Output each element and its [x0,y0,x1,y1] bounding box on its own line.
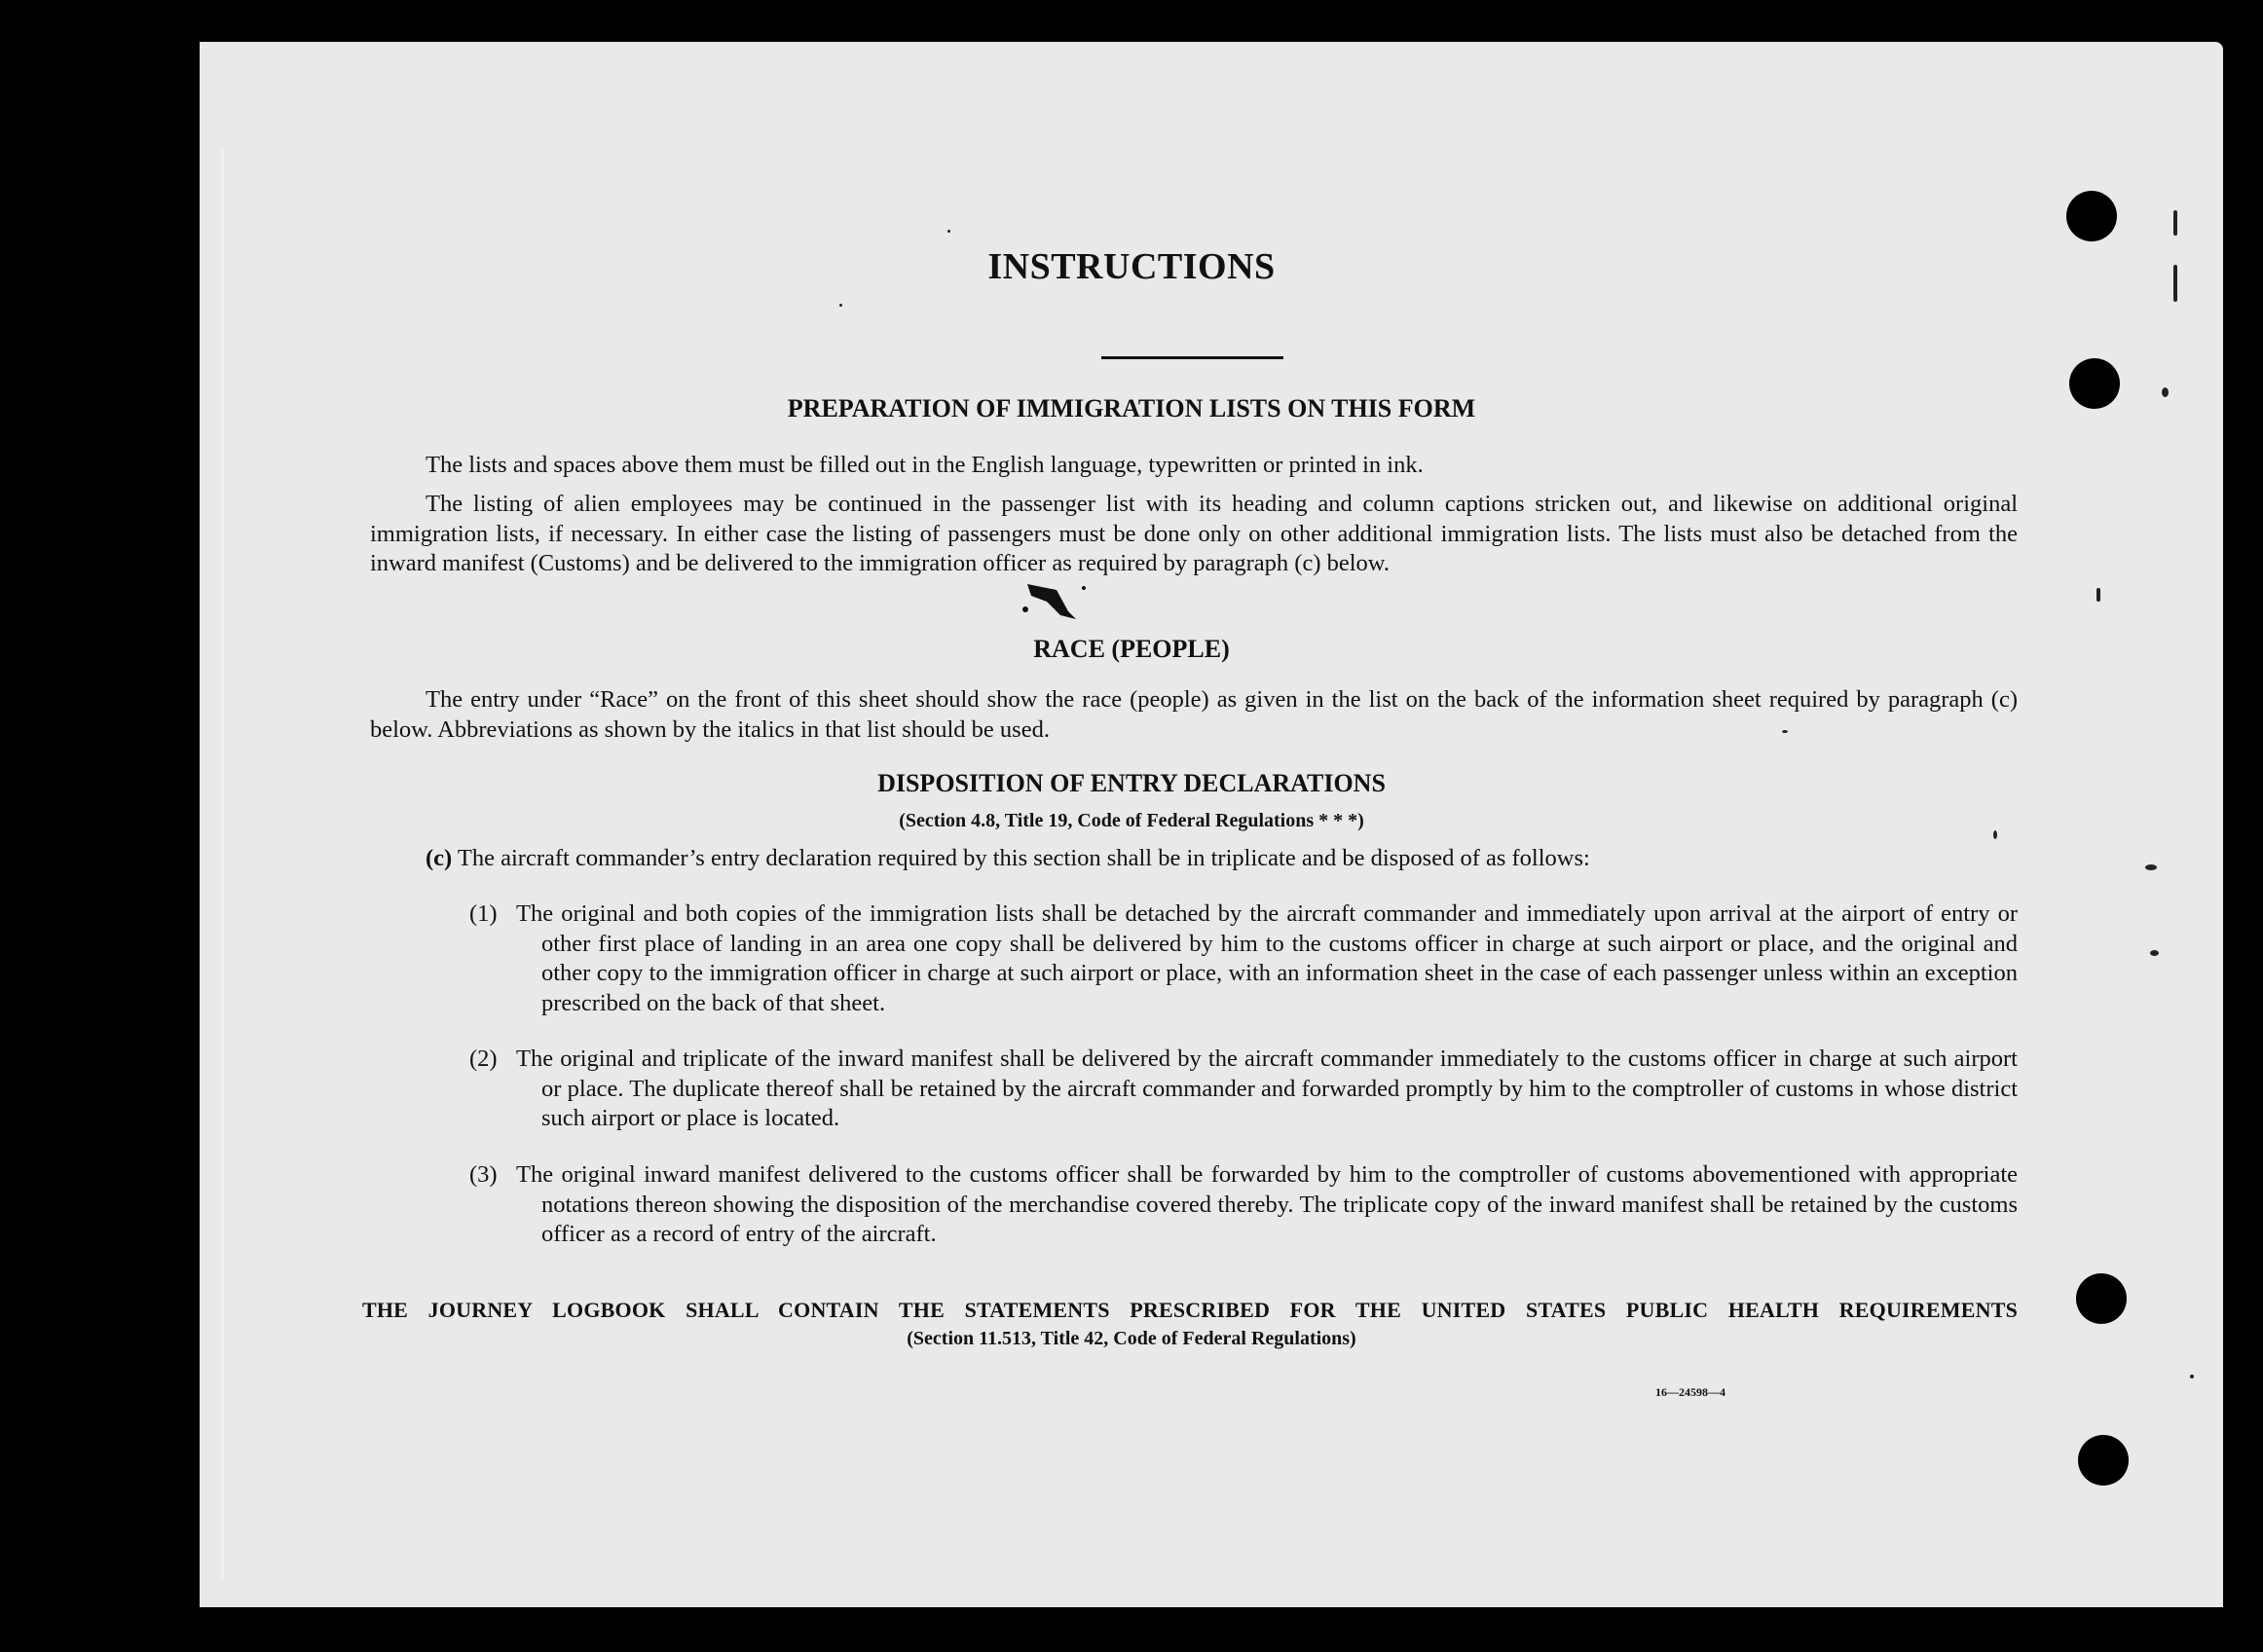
list-item-text: The original and triplicate of the inward manifest shall be delivered by the aircraft commander immediately to the customs officer in charge at such airport or place. The duplicate thereof shall be retained by the aircraft commander and forwarded promptly by him to the comptroller of customs in whose district such airport or place is located. [516,1046,2018,1131]
scan-speck [2150,950,2159,956]
list-item-number: (3) [469,1161,498,1188]
list-item [469,899,2018,1018]
disposition-reference: (Section 4.8, Title 19, Code of Federal Regulations * * *) [899,810,1364,831]
scan-speck [2173,210,2177,236]
section-heading-disposition: DISPOSITION OF ENTRY DECLARATIONS [877,769,1386,797]
title-underline [1101,356,1283,359]
paragraph-race: The entry under “Race” on the front of this sheet should show the race (people) as given in the list on the back of the information sheet required by paragraph (c) below. Abbreviations as shown by the italics in that list should be used. [370,686,2018,743]
list-item [469,1160,2018,1250]
ink-blot [1018,576,1091,623]
punch-hole-icon [2076,1273,2127,1324]
footer-reference: (Section 11.513, Title 42, Code of Federal Regulations) [907,1328,1356,1349]
scan-speck [947,230,950,233]
list-item-number: (1) [469,900,498,927]
list-item-text: The original and both copies of the immigration lists shall be detached by the aircraft commander and immediately upon arrival at the airport of entry or other first place of landing in an area one copy shall be delivered by him to the customs officer in charge at such airport or place, and the original and other copy to the immigration officer in charge at such airport or place, with an information sheet in the case of each passenger unless within an exception prescribed on the back of that sheet. [516,900,2018,1016]
page-title: INSTRUCTIONS [987,246,1276,287]
list-item-text: The original inward manifest delivered to the customs officer shall be forwarded by him to the comptroller of customs abovementioned with appropriate notations thereon showing the disposition of the merchandise covered thereby. The triplicate copy of the inward manifest shall be retained by the customs officer as a record of entry of the aircraft. [516,1161,2018,1247]
section-heading-race: RACE (PEOPLE) [1033,635,1230,663]
paragraph-preparation-2: The listing of alien employees may be continued in the passenger list with its heading and column captions stricken out, and likewise on additional original immigration lists, if necessary. In either case the listing of passengers must be done only on other additional immigration lists. The lists must also be detached from the inward manifest (Customs) and be delivered to the immigration officer as required by paragraph (c) below. [370,491,2018,576]
list-item [469,1045,2018,1134]
scan-speck [2190,1375,2194,1378]
scan-speck [2145,864,2157,870]
scan-speck [2096,588,2100,602]
list-item-number: (2) [469,1046,498,1072]
scan-speck [839,304,842,307]
form-number: 16—24598—4 [1655,1385,1725,1399]
sheet-edge-line [221,149,224,1580]
clause-text: The aircraft commander’s entry declaration required by this section shall be in triplicate and be disposed of as follows: [457,845,1590,871]
punch-hole-icon [2066,191,2117,241]
section-heading-preparation: PREPARATION OF IMMIGRATION LISTS ON THIS FORM [787,394,1476,422]
clause-c [426,844,1984,874]
punch-hole-icon [2078,1435,2129,1486]
paragraph-preparation-1: The lists and spaces above them must be filled out in the English language, typewritten or printed in ink. [426,452,1424,478]
footer-statement: THE JOURNEY LOGBOOK SHALL CONTAIN THE STATEMENTS PRESCRIBED FOR THE UNITED STATES PUBLIC HEALTH REQUIREMENTS [362,1298,2018,1322]
clause-label: (c) [426,845,453,871]
